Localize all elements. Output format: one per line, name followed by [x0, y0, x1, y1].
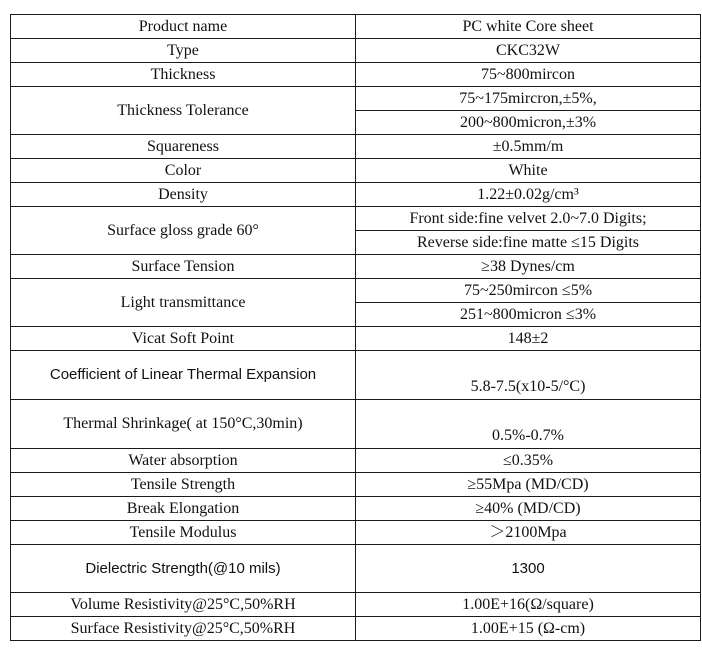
row-value: 0.5%-0.7%: [356, 400, 701, 449]
row-value: 5.8-7.5(x10-5/°C): [356, 351, 701, 400]
row-label: Dielectric Strength(@10 mils): [11, 545, 356, 593]
row-value: 251~800micron ≤3%: [356, 303, 701, 327]
row-label: Thickness Tolerance: [11, 87, 356, 135]
row-value: 1.00E+15 (Ω-cm): [356, 617, 701, 641]
row-label: Squareness: [11, 135, 356, 159]
table-row: [11, 15, 701, 39]
row-label: Tensile Modulus: [11, 521, 356, 545]
row-value: 75~250mircon ≤5%: [356, 279, 701, 303]
row-value: Front side:fine velvet 2.0~7.0 Digits;: [356, 207, 701, 231]
table-row: [11, 617, 701, 641]
row-label: Light transmittance: [11, 279, 356, 327]
table-row: [11, 521, 701, 545]
table-row: [11, 87, 701, 111]
row-value: ≥40% (MD/CD): [356, 497, 701, 521]
row-label: Type: [11, 39, 356, 63]
table-row: [11, 255, 701, 279]
table-row: [11, 593, 701, 617]
row-label: Surface gloss grade 60°: [11, 207, 356, 255]
row-label: Tensile Strength: [11, 473, 356, 497]
row-label: Surface Resistivity@25°C,50%RH: [11, 617, 356, 641]
row-label: Thickness: [11, 63, 356, 87]
row-value: ≤0.35%: [356, 449, 701, 473]
row-value: PC white Core sheet: [356, 15, 701, 39]
row-value: ≥55Mpa (MD/CD): [356, 473, 701, 497]
row-label: Thermal Shrinkage( at 150°C,30min): [11, 400, 356, 449]
row-value: 1300: [356, 545, 701, 593]
table-row: [11, 135, 701, 159]
row-label: Density: [11, 183, 356, 207]
row-label: Color: [11, 159, 356, 183]
table-row: [11, 545, 701, 593]
table-row: [11, 473, 701, 497]
row-value: 1.00E+16(Ω/square): [356, 593, 701, 617]
row-value: 148±2: [356, 327, 701, 351]
row-label: Vicat Soft Point: [11, 327, 356, 351]
spec-table: [10, 14, 701, 641]
table-row: [11, 449, 701, 473]
row-value: 1.22±0.02g/cm³: [356, 183, 701, 207]
row-value: 200~800micron,±3%: [356, 111, 701, 135]
table-row: [11, 351, 701, 400]
table-row: [11, 63, 701, 87]
table-row: [11, 183, 701, 207]
row-value: ≥38 Dynes/cm: [356, 255, 701, 279]
table-row: [11, 39, 701, 63]
table-row: [11, 400, 701, 449]
row-label: Volume Resistivity@25°C,50%RH: [11, 593, 356, 617]
table-row: [11, 279, 701, 303]
row-value: 75~800mircon: [356, 63, 701, 87]
table-row: [11, 207, 701, 231]
row-value: CKC32W: [356, 39, 701, 63]
row-label: Break Elongation: [11, 497, 356, 521]
row-label: Product name: [11, 15, 356, 39]
table-row: [11, 327, 701, 351]
table-row: [11, 159, 701, 183]
row-value: ＞2100Mpa: [356, 521, 701, 545]
row-label: Coefficient of Linear Thermal Expansion: [11, 351, 356, 400]
row-label: Water absorption: [11, 449, 356, 473]
row-value: White: [356, 159, 701, 183]
row-label: Surface Tension: [11, 255, 356, 279]
row-value: Reverse side:fine matte ≤15 Digits: [356, 231, 701, 255]
table-row: [11, 497, 701, 521]
row-value: 75~175mircron,±5%,: [356, 87, 701, 111]
row-value: ±0.5mm/m: [356, 135, 701, 159]
